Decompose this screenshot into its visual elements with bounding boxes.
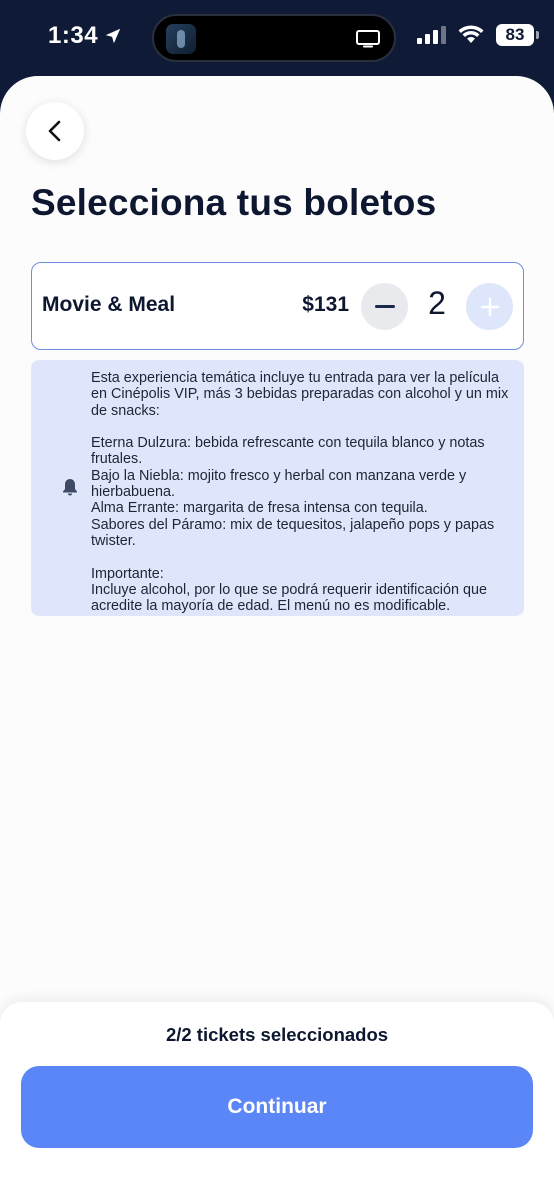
bottom-panel: [0, 1002, 554, 1200]
battery-indicator: [496, 24, 534, 46]
bell-icon: [62, 478, 78, 496]
plus-icon: [480, 297, 500, 317]
status-time: [48, 22, 122, 50]
status-time-label: 1:34: [48, 22, 99, 49]
ticket-quantity: 2: [428, 285, 446, 321]
tv-icon: [356, 30, 380, 48]
battery-level: 83: [505, 25, 525, 44]
wifi-icon: [458, 25, 484, 45]
experience-description: Esta experiencia temática incluye tu entrada para ver la película en Cinépolis VIP, más 3 bebidas preparadas con alcohol y un mix de snacks: Eterna Dulzura: bebida refrescante con tequila blanco y notas frutales. Bajo la Niebla: mojito fresco y herbal con manzana verde y hierbabuena. Alma Errante: margarita de fresa intensa con tequila. Sabores del Páramo: mix de tequesitos, jalapeño pops y papas twister. Importante: Incluye alcohol, por lo que se podrá requerir identificación que acredite la mayoría de edad. El menú no es modificable.: [91, 370, 509, 615]
chevron-left-icon: [44, 120, 66, 142]
now-playing-thumbnail: [166, 24, 196, 54]
decrease-quantity-button[interactable]: [361, 283, 408, 330]
continue-button[interactable]: Continuar: [21, 1066, 533, 1148]
tickets-selected-count: 2/2 tickets seleccionados: [165, 1024, 389, 1045]
experience-info-box: [31, 360, 524, 616]
status-bar: [0, 0, 554, 76]
minus-icon: [375, 305, 395, 308]
ticket-name: Movie & Meal: [42, 293, 176, 316]
status-indicators: [417, 24, 534, 46]
increase-quantity-button[interactable]: [466, 283, 513, 330]
ticket-price: $131: [302, 293, 349, 316]
back-button[interactable]: [26, 102, 84, 160]
location-arrow-icon: [104, 27, 122, 45]
ticket-card: [31, 262, 524, 350]
cellular-signal-icon: [417, 26, 446, 44]
dynamic-island: [152, 14, 396, 62]
page-title: Selecciona tus boletos: [31, 182, 437, 223]
